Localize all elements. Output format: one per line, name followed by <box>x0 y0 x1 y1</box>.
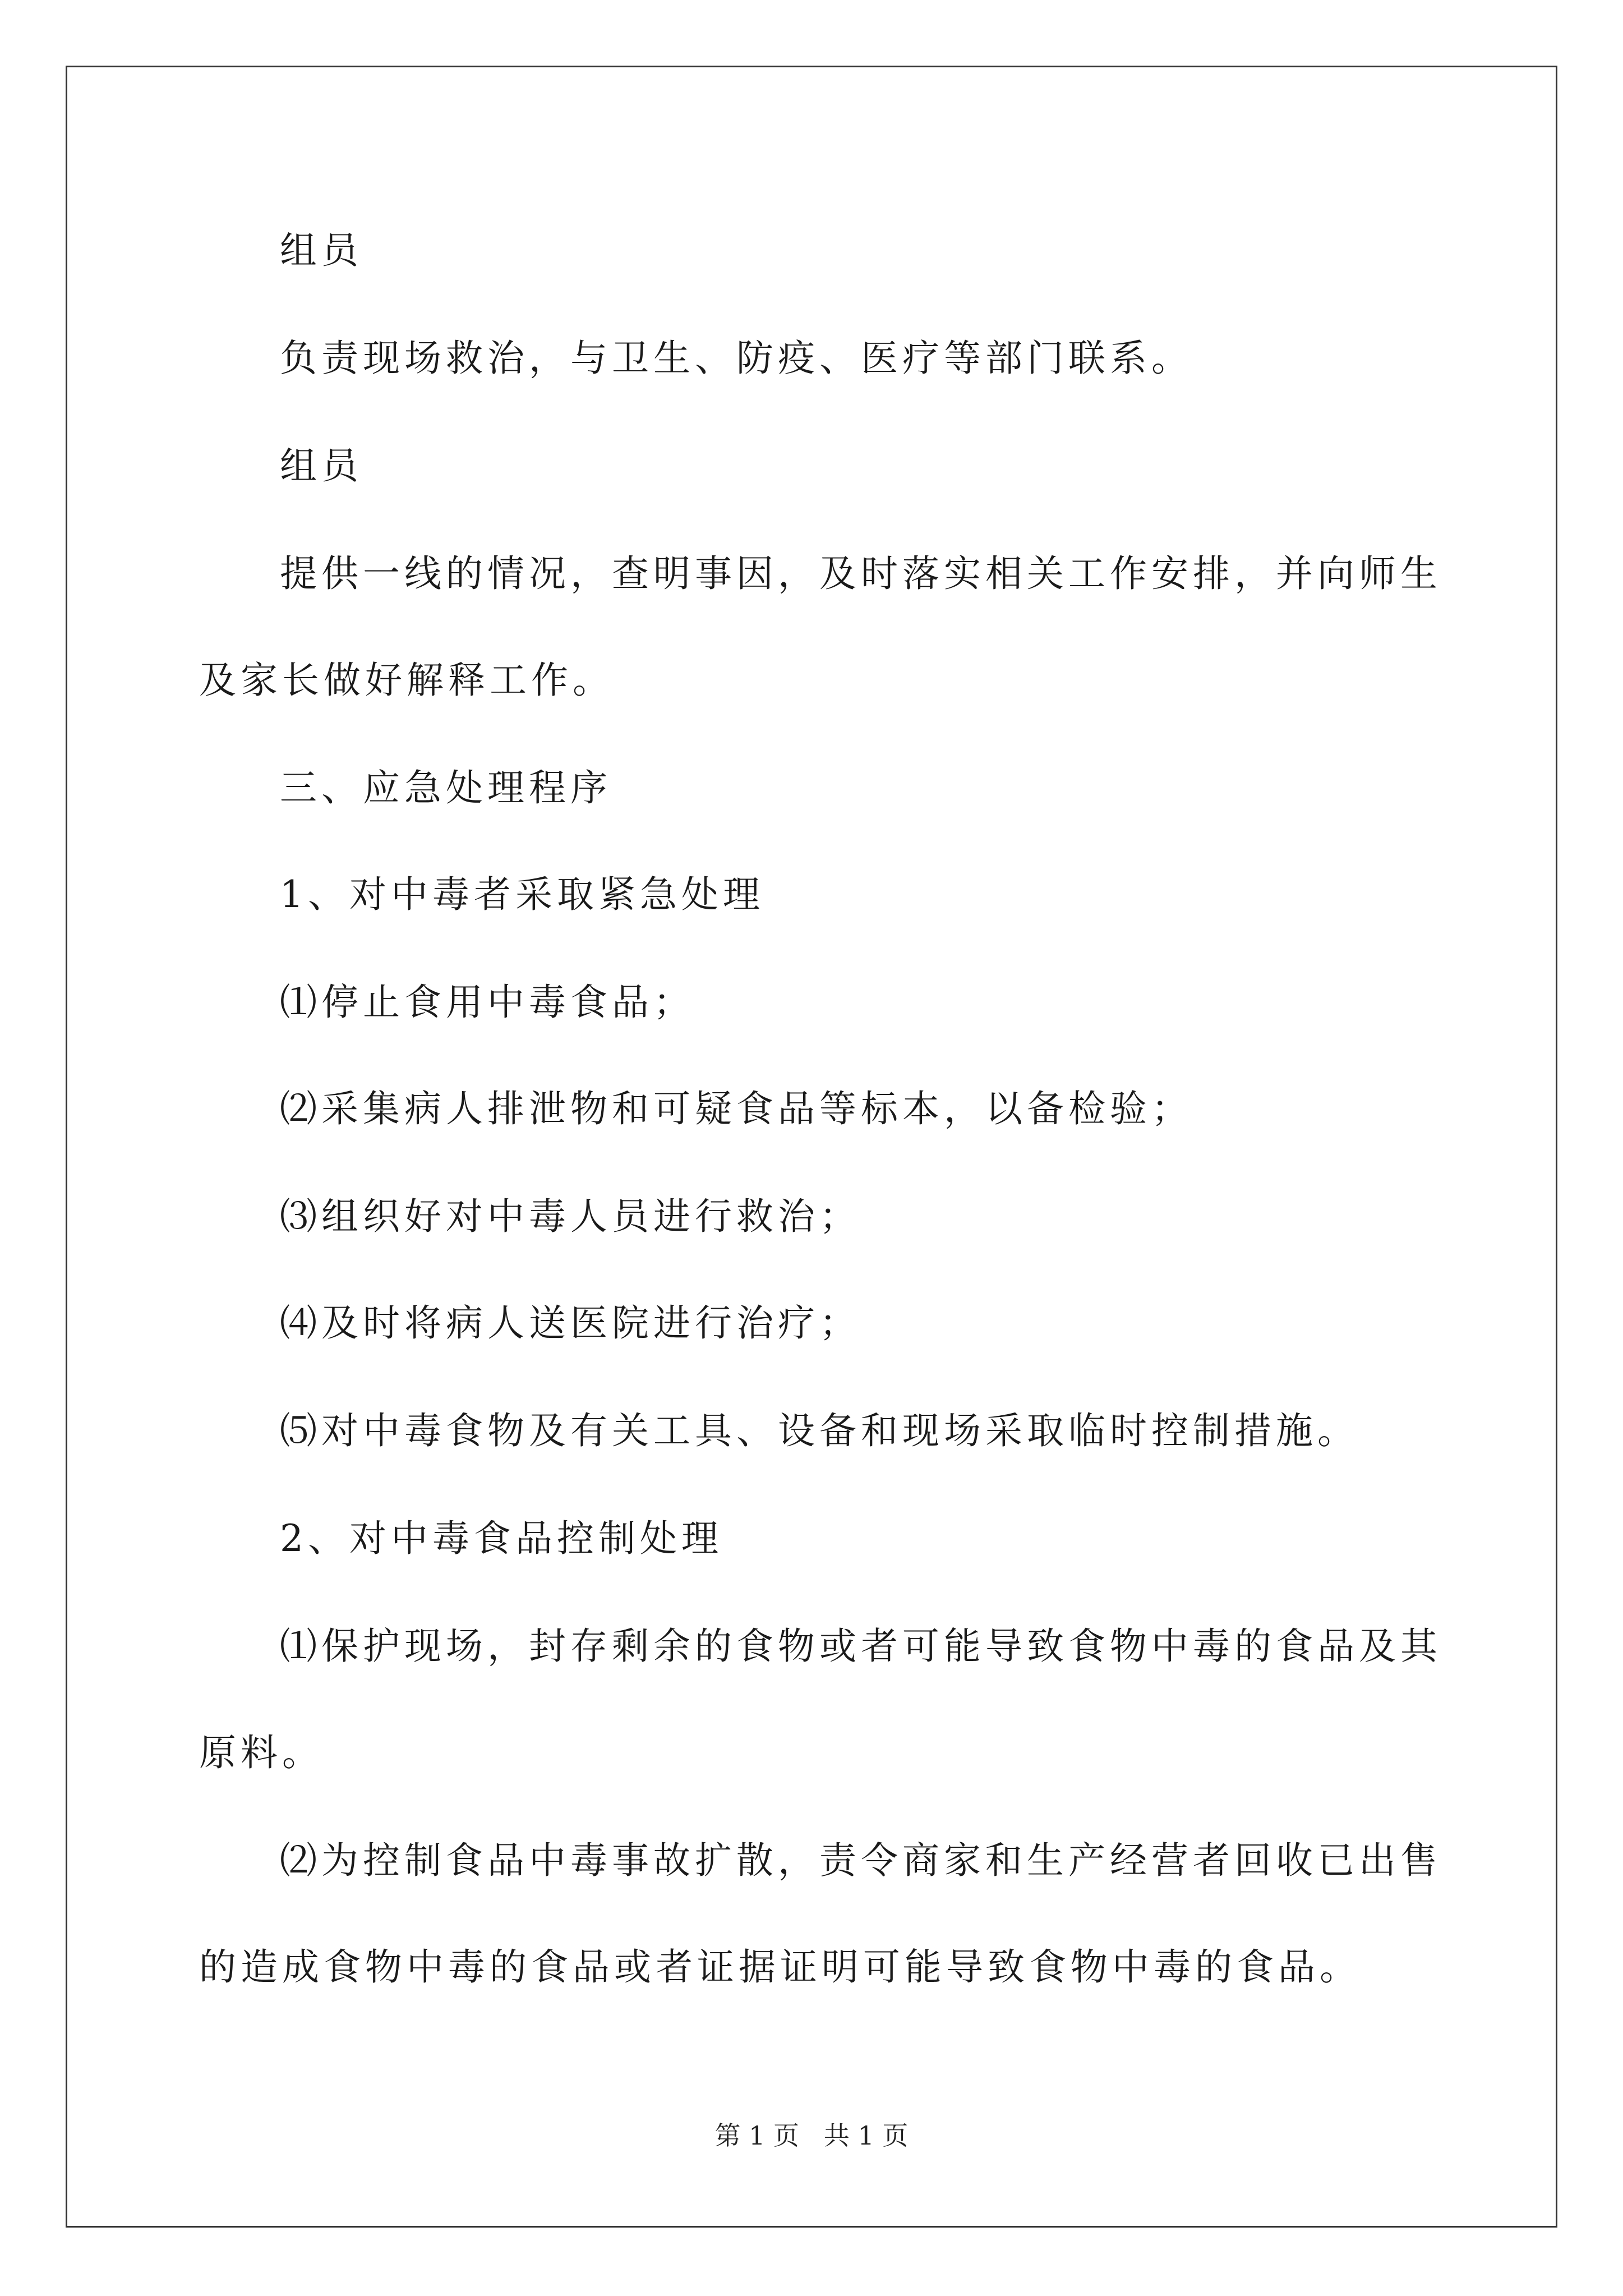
list-item: ⑶组织好对中毒人员进行救治； <box>280 1195 861 1238</box>
page-footer: 第 1 页 共 1 页 <box>714 2120 909 2151</box>
paragraph-line: 组员 <box>280 229 363 272</box>
subsection-heading: 1、对中毒者采取紧急处理 <box>280 873 764 916</box>
paragraph-line: 负责现场救治，与卫生、防疫、医疗等部门联系。 <box>280 337 1193 380</box>
list-item: ⑷及时将病人送医院进行治疗； <box>280 1301 861 1345</box>
page-border <box>66 66 1557 2228</box>
list-item: ⑴保护现场，封存剩余的食物或者可能导致食物中毒的食品及其 <box>280 1625 1442 1668</box>
paragraph-line: 及家长做好解释工作。 <box>199 659 614 702</box>
section-heading: 三、应急处理程序 <box>280 766 612 809</box>
list-item: ⑴停止食用中毒食品； <box>280 981 695 1024</box>
list-item: ⑸对中毒食物及有关工具、设备和现场采取临时控制措施。 <box>280 1409 1359 1452</box>
paragraph-line: 提供一线的情况，查明事因，及时落实相关工作安排，并向师生 <box>280 552 1442 595</box>
list-item: ⑵采集病人排泄物和可疑食品等标本，以备检验； <box>280 1087 1193 1130</box>
subsection-heading: 2、对中毒食品控制处理 <box>280 1517 723 1560</box>
list-item: ⑵为控制食品中毒事故扩散，责令商家和生产经营者回收已出售 <box>280 1839 1442 1882</box>
paragraph-line: 组员 <box>280 444 363 487</box>
paragraph-line: 原料。 <box>199 1731 324 1774</box>
paragraph-line: 的造成食物中毒的食品或者证据证明可能导致食物中毒的食品。 <box>199 1945 1361 1989</box>
